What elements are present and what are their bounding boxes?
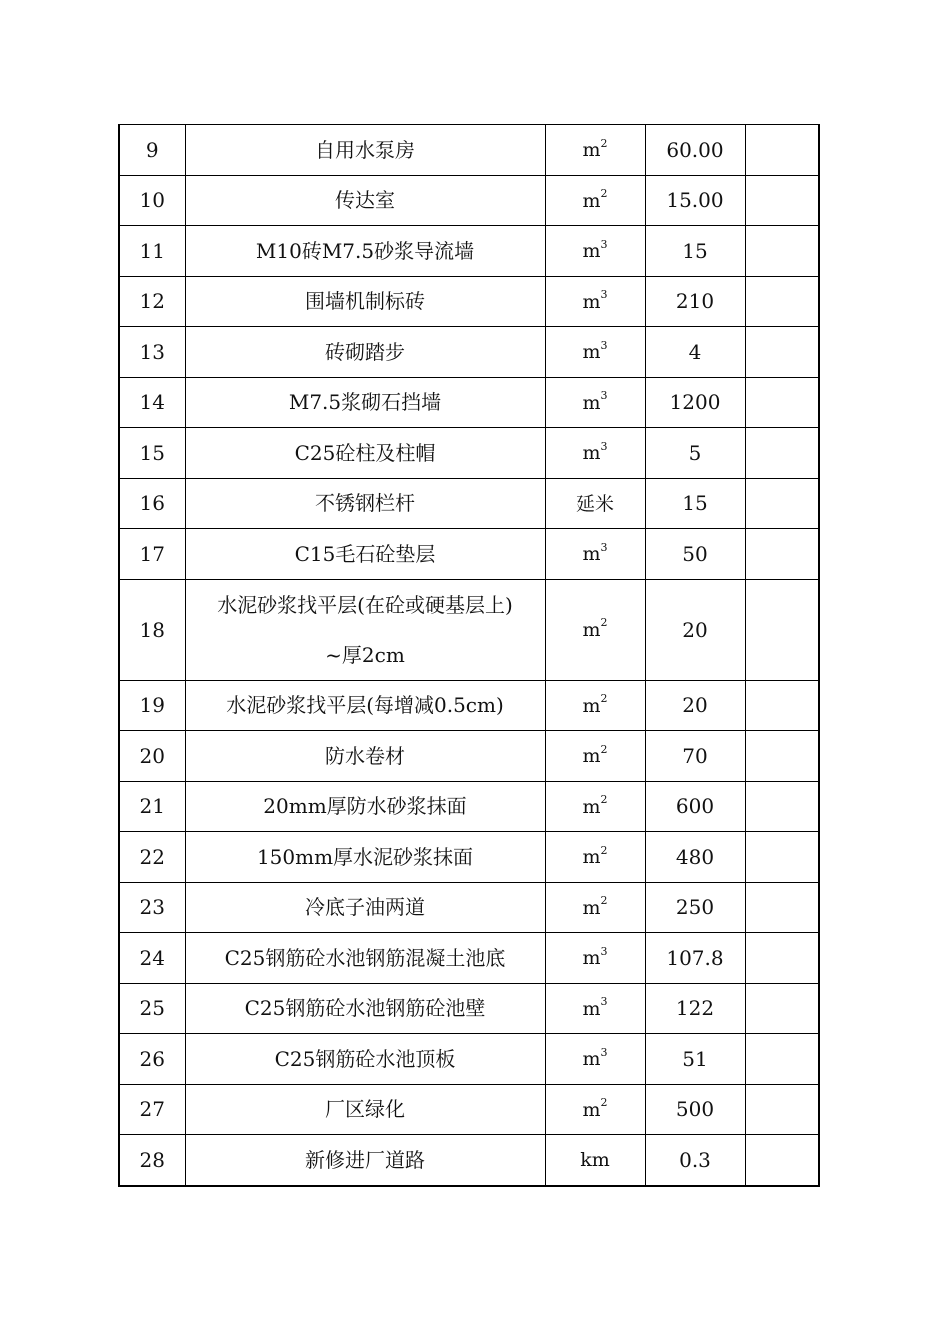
item-name [185, 1084, 545, 1135]
table-row [119, 428, 819, 479]
remark [745, 1034, 819, 1085]
item-name-line: 水泥砂浆找平层(在砼或硬基层上) [217, 592, 513, 617]
unit-exponent: 2 [600, 793, 608, 807]
item-name [185, 529, 545, 580]
row-number: 16 [119, 478, 185, 529]
unit-base: m [582, 846, 601, 869]
item-name-line: 厂区绿化 [325, 1097, 405, 1122]
remark [745, 882, 819, 933]
unit-cell [545, 478, 645, 529]
unit-base: m [582, 189, 601, 212]
item-name-line: 水泥砂浆找平层(每增减0.5cm) [226, 693, 504, 718]
unit-exponent: 3 [600, 540, 608, 554]
item-name [185, 226, 545, 277]
unit-exponent: 2 [600, 692, 608, 706]
quantity: 60.00 [645, 125, 745, 176]
row-number: 15 [119, 428, 185, 479]
remark [745, 529, 819, 580]
item-name [185, 428, 545, 479]
row-number: 12 [119, 276, 185, 327]
table-row [119, 882, 819, 933]
table-row [119, 529, 819, 580]
row-number: 21 [119, 781, 185, 832]
quantity: 51 [645, 1034, 745, 1085]
unit-base: m [582, 1098, 601, 1121]
unit-cell [545, 529, 645, 580]
remark [745, 226, 819, 277]
item-name-line: ~厚2cm [325, 642, 405, 667]
item-name [185, 933, 545, 984]
unit-cell [545, 680, 645, 731]
unit-exponent: 3 [600, 995, 608, 1009]
item-name [185, 832, 545, 883]
item-name-line: 砖砌踏步 [325, 339, 405, 364]
item-name [185, 125, 545, 176]
unit-exponent: 3 [600, 389, 608, 403]
row-number: 14 [119, 377, 185, 428]
quantity: 20 [645, 680, 745, 731]
item-name-line: C25钢筋砼水池顶板 [274, 1046, 456, 1071]
unit-cell [545, 882, 645, 933]
remark [745, 781, 819, 832]
item-name [185, 478, 545, 529]
item-name [185, 731, 545, 782]
table-row [119, 1084, 819, 1135]
row-number: 13 [119, 327, 185, 378]
row-number: 25 [119, 983, 185, 1034]
remark [745, 478, 819, 529]
remark [745, 377, 819, 428]
item-name [185, 276, 545, 327]
remark [745, 125, 819, 176]
row-number: 24 [119, 933, 185, 984]
quantity: 250 [645, 882, 745, 933]
unit-base: m [582, 290, 601, 313]
unit-base: m [582, 997, 601, 1020]
quantity: 15 [645, 478, 745, 529]
table-row [119, 327, 819, 378]
unit-exponent: 2 [600, 616, 608, 630]
unit-cell [545, 579, 645, 680]
item-name-line: 围墙机制标砖 [305, 289, 425, 314]
unit-base: m [582, 795, 601, 818]
item-name [185, 377, 545, 428]
table-row [119, 731, 819, 782]
table-row [119, 276, 819, 327]
unit-base: m [582, 745, 601, 768]
item-name-line: C25钢筋砼水池钢筋混凝土池底 [224, 945, 506, 970]
unit-cell [545, 377, 645, 428]
quantity: 5 [645, 428, 745, 479]
quantity: 15.00 [645, 175, 745, 226]
item-name [185, 579, 545, 680]
item-name-line: C25砼柱及柱帽 [294, 440, 436, 465]
table-row [119, 983, 819, 1034]
remark [745, 731, 819, 782]
table-row [119, 1034, 819, 1085]
table-row [119, 933, 819, 984]
row-number: 23 [119, 882, 185, 933]
unit-exponent: 2 [600, 843, 608, 857]
unit-cell [545, 125, 645, 176]
item-name [185, 680, 545, 731]
table-row [119, 377, 819, 428]
unit-cell [545, 1135, 645, 1186]
quantity: 500 [645, 1084, 745, 1135]
item-name [185, 327, 545, 378]
quantity: 107.8 [645, 933, 745, 984]
remark [745, 983, 819, 1034]
table-row [119, 226, 819, 277]
unit-base: m [582, 240, 601, 263]
table-row [119, 579, 819, 680]
row-number: 22 [119, 832, 185, 883]
row-number: 20 [119, 731, 185, 782]
item-name-line: 不锈钢栏杆 [315, 491, 415, 516]
unit-exponent: 3 [600, 288, 608, 302]
unit-cell [545, 731, 645, 782]
unit-cell [545, 276, 645, 327]
item-name [185, 781, 545, 832]
unit-exponent: 2 [600, 894, 608, 908]
unit-cell [545, 781, 645, 832]
row-number: 18 [119, 579, 185, 680]
quantity: 480 [645, 832, 745, 883]
quantity: 4 [645, 327, 745, 378]
unit-exponent: 3 [600, 439, 608, 453]
row-number: 26 [119, 1034, 185, 1085]
table-row [119, 478, 819, 529]
quantity: 600 [645, 781, 745, 832]
remark [745, 579, 819, 680]
unit-base: 延米 [575, 492, 614, 515]
quantity: 50 [645, 529, 745, 580]
table-row [119, 781, 819, 832]
unit-cell [545, 175, 645, 226]
row-number: 9 [119, 125, 185, 176]
row-number: 11 [119, 226, 185, 277]
unit-exponent: 2 [600, 742, 608, 756]
row-number: 17 [119, 529, 185, 580]
quantity: 20 [645, 579, 745, 680]
unit-exponent: 2 [600, 1096, 608, 1110]
unit-exponent: 2 [600, 136, 608, 150]
item-name-line: C25钢筋砼水池钢筋砼池壁 [244, 996, 486, 1021]
unit-base: m [582, 694, 601, 717]
unit-cell [545, 933, 645, 984]
remark [745, 276, 819, 327]
item-name-line: 新修进厂道路 [305, 1147, 425, 1172]
row-number: 28 [119, 1135, 185, 1186]
item-name-line: 自用水泵房 [315, 137, 415, 162]
unit-base: m [582, 391, 601, 414]
item-name-line: 冷底子油两道 [305, 895, 425, 920]
unit-cell [545, 832, 645, 883]
table-row [119, 680, 819, 731]
remark [745, 933, 819, 984]
remark [745, 175, 819, 226]
remark [745, 1135, 819, 1186]
remark [745, 832, 819, 883]
unit-base: m [582, 341, 601, 364]
unit-cell [545, 428, 645, 479]
unit-cell [545, 1034, 645, 1085]
unit-exponent: 3 [600, 338, 608, 352]
quantity-table [118, 124, 820, 1187]
table-row [119, 125, 819, 176]
unit-base: m [582, 139, 601, 162]
unit-cell [545, 1084, 645, 1135]
remark [745, 1084, 819, 1135]
unit-base: m [582, 947, 601, 970]
item-name [185, 1135, 545, 1186]
table-row [119, 175, 819, 226]
row-number: 10 [119, 175, 185, 226]
unit-base: km [580, 1149, 610, 1172]
quantity: 0.3 [645, 1135, 745, 1186]
unit-base: m [582, 1048, 601, 1071]
quantity: 15 [645, 226, 745, 277]
item-name-line: 150mm厚水泥砂浆抹面 [256, 844, 474, 869]
unit-cell [545, 327, 645, 378]
item-name-line: 传达室 [335, 188, 395, 213]
unit-base: m [582, 896, 601, 919]
table-row [119, 832, 819, 883]
row-number: 27 [119, 1084, 185, 1135]
unit-exponent: 3 [600, 237, 608, 251]
unit-cell [545, 226, 645, 277]
item-name [185, 882, 545, 933]
item-name-line: M10砖M7.5砂浆导流墙 [255, 238, 475, 263]
unit-exponent: 3 [600, 944, 608, 958]
unit-base: m [582, 442, 601, 465]
quantity: 122 [645, 983, 745, 1034]
table-body [119, 125, 819, 1186]
unit-base: m [582, 543, 601, 566]
remark [745, 680, 819, 731]
unit-exponent: 3 [600, 1045, 608, 1059]
remark [745, 327, 819, 378]
table-row [119, 1135, 819, 1186]
quantity: 1200 [645, 377, 745, 428]
item-name-line: M7.5浆砌石挡墙 [288, 390, 442, 415]
item-name [185, 983, 545, 1034]
item-name-line: 20mm厚防水砂浆抹面 [263, 794, 467, 819]
unit-base: m [582, 619, 601, 642]
row-number: 19 [119, 680, 185, 731]
unit-cell [545, 983, 645, 1034]
quantity: 210 [645, 276, 745, 327]
item-name [185, 1034, 545, 1085]
quantity: 70 [645, 731, 745, 782]
item-name-line: C15毛石砼垫层 [294, 541, 436, 566]
remark [745, 428, 819, 479]
unit-exponent: 2 [600, 187, 608, 201]
item-name [185, 175, 545, 226]
item-name-line: 防水卷材 [325, 743, 405, 768]
